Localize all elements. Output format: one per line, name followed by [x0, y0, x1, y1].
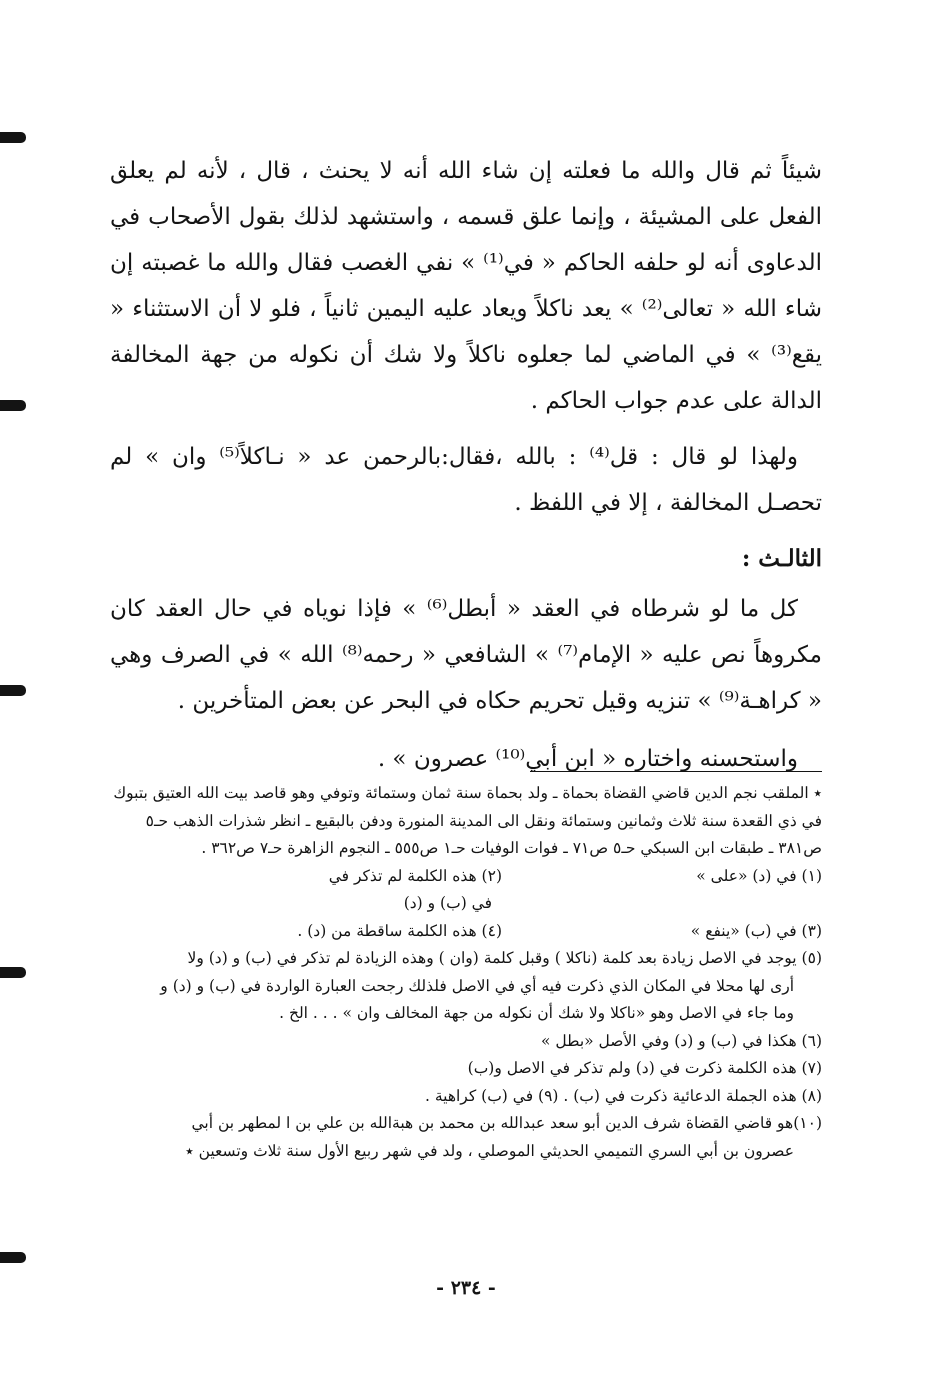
body-paragraph: ولهذا لو قال : قل⁽⁴⁾ : بالله ،فقال:بالرحمن عد « نـاكلاً⁽⁵⁾ وان » لم تحصـل المخالفة ، إلا في اللفظ .: [110, 444, 822, 516]
footnote-row: [100, 918, 822, 946]
main-text: [110, 148, 822, 782]
body-paragraph: شيئاً ثم قال والله ما فعلته إن شاء الله أنه لا يحنث ، قال ، لأنه لم يعلق الفعل على المشيئة ، وإنما علق قسمه ، واستشهد لذلك بقول الأصحاب في الدعاوى أنه لو حلفه الحاكم « في⁽¹⁾ » نفي الغصب فقال والله ما غصبته إن شاء الله « تعالى⁽²⁾ » يعد ناكلاً ويعاد عليه اليمين ثانياً ، فلو لا أن الاستثناء « يقع⁽³⁾ » في الماضي لما جعلوه ناكلاً ولا شك أن نكوله من جهة المخالفة الدالة على عدم جواب الحاكم .: [110, 158, 823, 414]
section-heading: الثالـث :: [741, 545, 822, 572]
footnote-5-continued: أرى لها محلا في المكان الذي ذكرت فيه أي في الاصل فلذلك رجحت العبارة الواردة في (ب) و (د) و: [160, 976, 794, 995]
footnote-8-9: (٨) هذه الجملة الدعائية ذكرت في (ب) . (٩) في (ب) كراهية .: [424, 1086, 822, 1105]
footnote-6: (٦) هكذا في (ب) و (د) وفي الأصل «بطل »: [540, 1031, 822, 1050]
footnote-2-continued: في (ب) و (د): [403, 894, 492, 912]
footnote-separator: [530, 771, 822, 772]
footnote-2: (٢) هذه الكلمة لم تذكر في: [328, 866, 502, 885]
footnote-4: (٤) هذه الكلمة ساقطة من (د) .: [297, 921, 502, 940]
body-paragraph: كل ما لو شرطاه في العقد « أبطل⁽⁶⁾ » فإذا نوياه في حال العقد كان مكروهاً نص عليه « الإمام⁽⁷⁾ » الشافعي « رحمه⁽⁸⁾ الله » في الصرف وهي « كراهـة⁽⁹⁾ » تنزيه وقيل تحريم حكاه في البحر عن بعض المتأخرين .: [110, 596, 822, 714]
scan-margin-mark: [0, 132, 26, 143]
footnotes: [100, 780, 822, 1165]
footnote-5: (٥) يوجد في الاصل زيادة بعد كلمة (ناكلا ) وقبل كلمة (وان ) وهذه الزيادة لم تذكر في (ب) و (د) ولا: [187, 949, 822, 967]
scan-margin-mark: [0, 1252, 26, 1263]
scan-margin-mark: [0, 685, 26, 696]
footnote-5-continued: وما جاء في الاصل وهو «ناكلا ولا شك أن نكوله من جهة المخالف وان » . . . الخ .: [279, 1004, 794, 1022]
footnote-10-continued: عصرون بن أبي السري التميمي الحديثي الموصلي ، ولد في شهر ربيع الأول سنة ثلاث وتسعين ٭: [185, 1141, 794, 1160]
footnote-star: ٭ الملقب نجم الدين قاضي القضاة بحماة ـ ولد بحماة سنة ثمان وستمائة وتوفي وهو قاصد بيت الله العتيق بتبوك في ذي القعدة سنة ثلاث وثمانين وستمائة ونقل الى المدينة المنورة ودفن بالبقيع ـ انظر شذرات الذهب حـ٥ ص٣٨١ ـ طبقات ابن السبكي حـ٥ ص٧١ ـ فوات الوفيات حـ١ ص٥٥٥ ـ النجوم الزاهرة حـ٧ ص٣٦٢ .: [113, 784, 822, 857]
footnote-1: (١) في (د) «على »: [696, 866, 822, 885]
footnote-3: (٣) في (ب) «ينفع »: [690, 921, 822, 940]
footnote-10: (١٠)هو قاضي القضاة شرف الدين أبو سعد عبدالله بن محمد بن هبةالله بن علي بن ا لمطهر بن أبي: [191, 1114, 822, 1132]
body-paragraph: واستحسنه واختاره « ابن أبي⁽¹⁰⁾ عصرون » .: [377, 746, 798, 772]
page-number: - ٢٣٤ -: [436, 1277, 496, 1299]
footnote-row: [100, 863, 822, 891]
scan-margin-mark: [0, 400, 26, 411]
footnote-7: (٧) هذه الكلمة ذكرت في (د) ولم تذكر في الاصل و(ب): [467, 1059, 822, 1077]
scan-margin-mark: [0, 967, 26, 978]
